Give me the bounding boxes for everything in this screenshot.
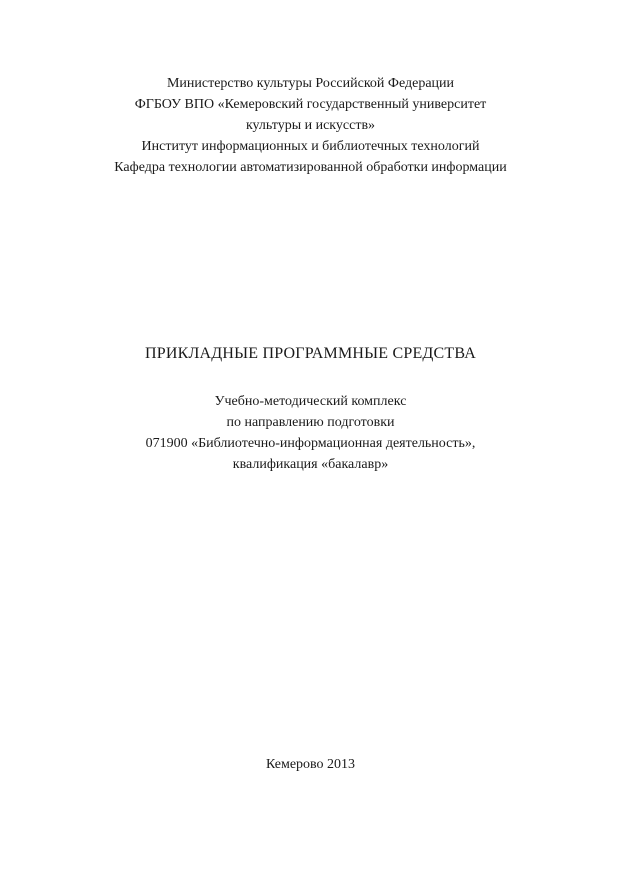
place-year-text: Кемерово 2013: [265, 757, 356, 772]
ministry-line: Министерство культуры Российской Федерации: [166, 76, 455, 91]
subtitle-type-line: Учебно-методический комплекс: [214, 394, 407, 409]
institute-line: Институт информационных и библиотечных технологий: [141, 139, 480, 154]
subtitle-direction-line: по направлению подготовки: [226, 415, 395, 430]
subtitle-qualification-line: квалификация «бакалавр»: [232, 457, 389, 472]
place-year: [0, 754, 621, 775]
institution-header: [0, 73, 621, 178]
document-title: ПРИКЛАДНЫЕ ПРОГРАММНЫЕ СРЕДСТВА: [145, 345, 476, 362]
university-line: ФГБОУ ВПО «Кемеровский государственный университет: [134, 97, 487, 112]
university-line-continued: культуры и искусств»: [245, 118, 376, 133]
document-subtitle: [0, 391, 621, 475]
department-line: Кафедра технологии автоматизированной обработки информации: [114, 160, 507, 175]
subtitle-program-line: 071900 «Библиотечно-информационная деятельность»,: [145, 436, 476, 451]
